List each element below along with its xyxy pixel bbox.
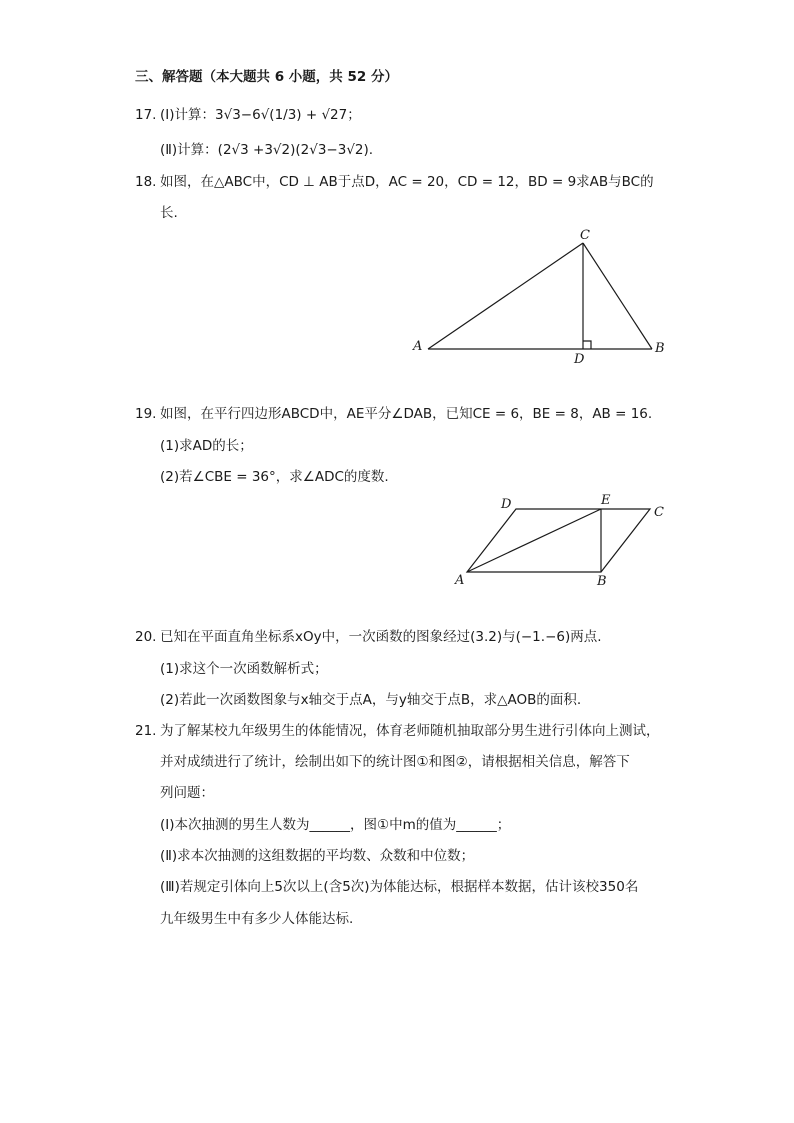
q19-label-c: C — [654, 505, 664, 520]
q19-label-a: A — [455, 573, 465, 588]
q18-line1: 如图，在△ABC中，CD ⊥ AB于点D，AC = 20，CD = 12，BD = 9求AB与BC的 — [160, 174, 654, 190]
q17-number: 17. — [135, 107, 157, 123]
section-title: 三、解答题（本大题共 6 小题，共 52 分） — [135, 69, 398, 85]
q21-sub3-line2: 九年级男生中有多少人体能达标. — [160, 911, 354, 927]
q20-sub2: (2)若此一次函数图象与x轴交于点A，与y轴交于点B，求△AOB的面积. — [160, 692, 582, 708]
q21-line3: 列问题： — [160, 785, 214, 801]
q21-line2: 并对成绩进行了统计，绘制出如下的统计图①和图②，请根据相关信息，解答下 — [160, 754, 630, 770]
q19-label-e: E — [601, 493, 611, 508]
q20-line1: 已知在平面直角坐标系xOy中，一次函数的图象经过(3.2)与(−1.−6)两点. — [160, 629, 602, 645]
parallelogram-abcd — [467, 509, 650, 572]
q19-label-b: B — [597, 574, 607, 589]
q18-line2: 长. — [160, 205, 178, 221]
q19-label-d: D — [501, 497, 512, 512]
q21-sub1: (Ⅰ)本次抽测的男生人数为______，图①中m的值为______； — [160, 817, 511, 833]
q18-number: 18. — [135, 174, 157, 190]
q19-sub1: (1)求AD的长； — [160, 438, 253, 454]
q20-number: 20. — [135, 629, 157, 645]
q19-sub2: (2)若∠CBE = 36°，求∠ADC的度数. — [160, 469, 389, 485]
q21-line1: 为了解某校九年级男生的体能情况，体育老师随机抽取部分男生进行引体向上测试， — [160, 723, 660, 739]
q18-label-b: B — [655, 341, 665, 356]
q17-part2: (Ⅱ)计算：(2√3 +3√2)(2√3−3√2). — [160, 142, 374, 158]
q19-number: 19. — [135, 406, 157, 422]
q18-label-a: A — [413, 339, 423, 354]
q18-label-c: C — [580, 228, 590, 243]
q20-sub1: (1)求这个一次函数解析式； — [160, 661, 328, 677]
q17-part1: (Ⅰ)计算：3√3−6√(1/3) + √27； — [160, 107, 361, 123]
q18-label-d: D — [574, 352, 585, 367]
q21-sub2: (Ⅱ)求本次抽测的这组数据的平均数、众数和中位数； — [160, 848, 475, 864]
segment-ae — [467, 509, 601, 572]
q21-sub3-line1: (Ⅲ)若规定引体向上5次以上(含5次)为体能达标，根据样本数据，估计该校350名 — [160, 879, 639, 895]
q19-line1: 如图，在平行四边形ABCD中，AE平分∠DAB，已知CE = 6，BE = 8，AB = 16. — [160, 406, 653, 422]
q21-number: 21. — [135, 723, 157, 739]
